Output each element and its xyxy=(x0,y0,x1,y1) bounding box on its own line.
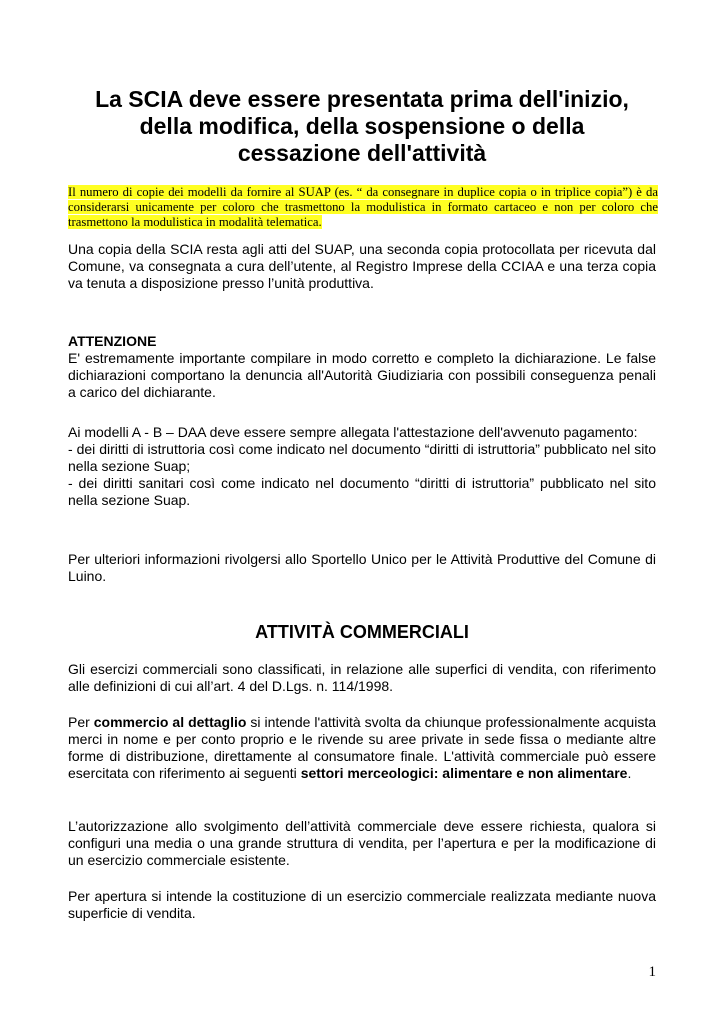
page-title xyxy=(60,86,664,167)
p2-bold-commercio: commercio al dettaglio xyxy=(93,714,247,730)
p2-end: . xyxy=(627,765,632,781)
attention-block xyxy=(68,333,656,401)
payment-intro: Ai modelli A - B – DAA deve essere sempre allegata l'attestazione dell'avvenuto pagamento: xyxy=(68,424,638,440)
attention-text: E' estremamente importante compilare in modo corretto e completo la dichiarazione. Le false dichiarazioni comportano la denuncia all'Autorità Giudiziaria con possibili conseguenza penali a carico del dichiarante. xyxy=(68,350,656,400)
highlighted-note-text: Il numero di copie dei modelli da fornire al SUAP (es. “ da consegnare in duplice copia o in triplice copia”) è da considerarsi unicamente per coloro che trasmettono la modulistica in formato cartaceo e non per coloro che trasmettono la modulistica in modalità telematica. xyxy=(68,185,658,229)
scia-copies-paragraph: Una copia della SCIA resta agli atti del SUAP, una seconda copia protocollata per ricevuta dal Comune, va consegnata a cura dell’utente, al Registro Imprese della CCIAA e una terza copia va tenuta a disposizione presso l’unità produttiva. xyxy=(68,241,656,291)
section-paragraph-1: Gli esercizi commerciali sono classificati, in relazione alle superfici di vendita, con riferimento alle definizioni di cui all’art. 4 del D.Lgs. n. 114/1998. xyxy=(68,661,656,694)
p2-bold-settori: settori merceologici: alimentare e non alimentare xyxy=(300,765,628,781)
page-number: 1 xyxy=(648,964,656,980)
title-line-2: della modifica, della sospensione o della xyxy=(139,113,585,139)
payment-block xyxy=(68,424,656,509)
p2-mid: si intende l'attività svolta da chiunque professionalmente acquista merci in nome e per conto proprio e le rivende su aree private in sede fissa o mediante altre forme di distribuzione, direttamente al consumatore finale. L'attività commerciale può essere esercitata con riferimento ai seguenti xyxy=(68,714,656,781)
payment-item-1: - dei diritti di istruttoria così come indicato nel documento “diritti di istruttoria” pubblicato nel sito nella sezione Suap; xyxy=(68,441,656,474)
section-paragraph-2 xyxy=(68,714,656,782)
section-heading: ATTIVITÀ COMMERCIALI xyxy=(255,622,469,642)
info-paragraph: Per ulteriori informazioni rivolgersi allo Sportello Unico per le Attività Produttive del Comune di Luino. xyxy=(68,551,656,584)
section-paragraph-4: Per apertura si intende la costituzione di un esercizio commerciale realizzata mediante nuova superficie di vendita. xyxy=(68,888,656,921)
section-paragraph-3: L’autorizzazione allo svolgimento dell’attività commerciale deve essere richiesta, qualora si configuri una media o una grande struttura di vendita, per l’apertura e per la modificazione di un esercizio commerciale esistente. xyxy=(68,818,656,868)
payment-item-2: - dei diritti sanitari così come indicato nel documento “diritti di istruttoria” pubblicato nel sito nella sezione Suap. xyxy=(68,475,656,508)
highlighted-note xyxy=(68,185,658,230)
p2-pre: Per xyxy=(68,714,94,730)
attention-heading: ATTENZIONE xyxy=(68,333,157,349)
title-line-3: cessazione dell'attività xyxy=(237,140,487,166)
title-line-1: La SCIA deve essere presentata prima dell'inizio, xyxy=(95,86,629,112)
